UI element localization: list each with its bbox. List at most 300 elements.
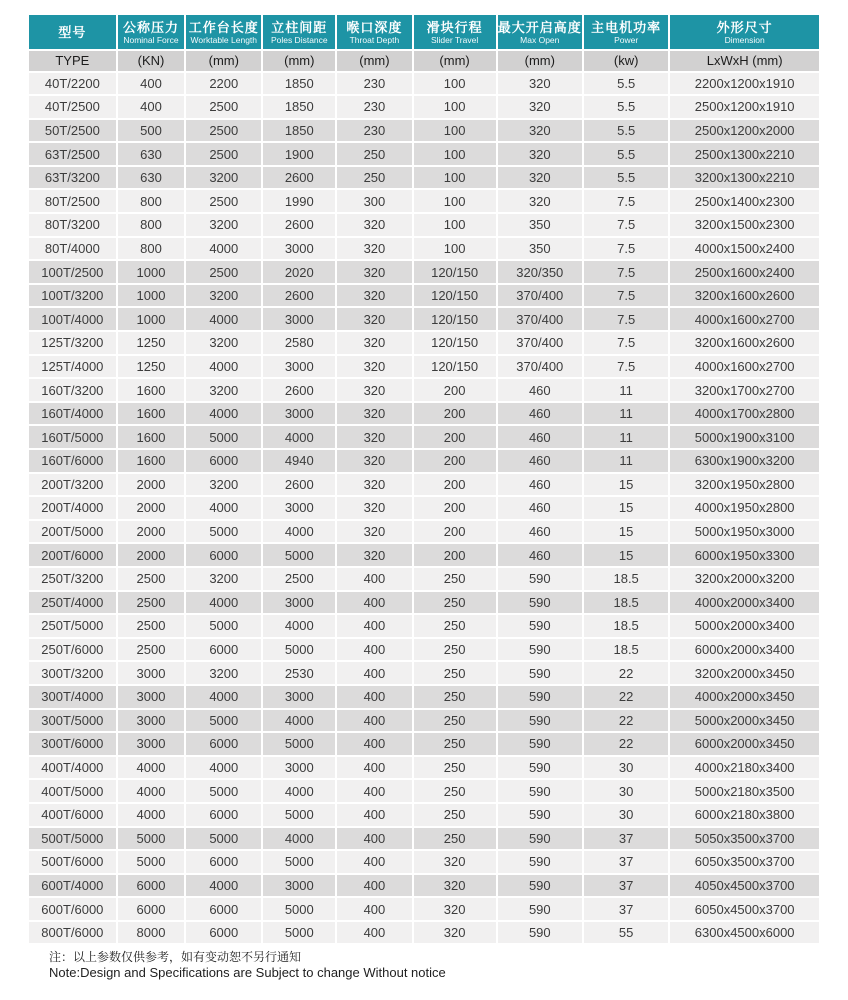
value-cell: 320 (414, 898, 496, 920)
table-row (29, 780, 819, 802)
header-main-row (29, 15, 819, 49)
value-cell: 320 (337, 450, 411, 472)
value-cell: 2500 (263, 568, 335, 590)
value-cell: 2500 (186, 143, 261, 165)
value-cell: 2500 (186, 261, 261, 283)
value-cell: 4000 (118, 757, 185, 779)
value-cell: 4940 (263, 450, 335, 472)
value-cell: 320 (414, 875, 496, 897)
value-cell: 3200 (186, 662, 261, 684)
value-cell: 37 (584, 851, 668, 873)
column-subheader-7: (kw) (584, 51, 668, 71)
value-cell: 15 (584, 544, 668, 566)
value-cell: 3000 (263, 308, 335, 330)
table-row (29, 804, 819, 826)
model-cell: 300T/6000 (29, 733, 116, 755)
value-cell: 2020 (263, 261, 335, 283)
column-header-zh: 主电机功率 (591, 19, 662, 35)
value-cell: 400 (337, 568, 411, 590)
value-cell: 2500 (186, 190, 261, 212)
value-cell: 200 (414, 497, 496, 519)
value-cell: 11 (584, 426, 668, 448)
value-cell: 6000x2180x3800 (670, 804, 819, 826)
value-cell: 460 (498, 379, 582, 401)
column-header-en: Power (614, 34, 639, 45)
value-cell: 15 (584, 497, 668, 519)
value-cell: 1850 (263, 96, 335, 118)
value-cell: 400 (118, 73, 185, 95)
model-cell: 100T/2500 (29, 261, 116, 283)
value-cell: 630 (118, 167, 185, 189)
value-cell: 2500x1400x2300 (670, 190, 819, 212)
column-subheader-1: (KN) (118, 51, 185, 71)
value-cell: 7.5 (584, 214, 668, 236)
model-cell: 40T/2200 (29, 73, 116, 95)
column-header-en: Slider Travel (430, 34, 479, 45)
value-cell: 4000 (186, 875, 261, 897)
table-row (29, 828, 819, 850)
value-cell: 250 (414, 733, 496, 755)
table-row (29, 261, 819, 283)
table-row (29, 544, 819, 566)
value-cell: 320 (337, 403, 411, 425)
value-cell: 590 (498, 780, 582, 802)
value-cell: 2500 (118, 639, 185, 661)
model-cell: 300T/4000 (29, 686, 116, 708)
table-row (29, 285, 819, 307)
value-cell: 320 (337, 497, 411, 519)
value-cell: 400 (337, 757, 411, 779)
value-cell: 3200 (186, 379, 261, 401)
value-cell: 200 (414, 521, 496, 543)
value-cell: 2000 (118, 544, 185, 566)
value-cell: 2600 (263, 167, 335, 189)
spec-table (27, 13, 821, 945)
value-cell: 250 (337, 143, 411, 165)
value-cell: 800 (118, 214, 185, 236)
value-cell: 4000 (118, 804, 185, 826)
model-cell: 160T/5000 (29, 426, 116, 448)
value-cell: 400 (337, 851, 411, 873)
value-cell: 3200 (186, 285, 261, 307)
model-cell: 200T/6000 (29, 544, 116, 566)
value-cell: 3000 (263, 686, 335, 708)
column-header-zh: 喉口深度 (346, 19, 403, 35)
value-cell: 3000 (118, 710, 185, 732)
table-row (29, 710, 819, 732)
value-cell: 400 (337, 733, 411, 755)
model-cell: 400T/6000 (29, 804, 116, 826)
value-cell: 320 (337, 214, 411, 236)
value-cell: 5.5 (584, 167, 668, 189)
value-cell: 1850 (263, 120, 335, 142)
value-cell: 100 (414, 238, 496, 260)
value-cell: 590 (498, 757, 582, 779)
value-cell: 350 (498, 214, 582, 236)
value-cell: 4000 (186, 757, 261, 779)
column-header-zh: 工作台长度 (188, 19, 259, 35)
value-cell: 590 (498, 804, 582, 826)
value-cell: 11 (584, 450, 668, 472)
value-cell: 5.5 (584, 143, 668, 165)
value-cell: 100 (414, 143, 496, 165)
value-cell: 200 (414, 403, 496, 425)
model-cell: 500T/5000 (29, 828, 116, 850)
column-header-4 (337, 15, 411, 49)
value-cell: 2500x1200x2000 (670, 120, 819, 142)
table-row (29, 851, 819, 873)
value-cell: 5000 (263, 851, 335, 873)
value-cell: 3200x1300x2210 (670, 167, 819, 189)
value-cell: 15 (584, 474, 668, 496)
value-cell: 320 (498, 96, 582, 118)
value-cell: 250 (414, 828, 496, 850)
table-row (29, 639, 819, 661)
value-cell: 5000 (263, 639, 335, 661)
model-cell: 80T/2500 (29, 190, 116, 212)
column-subheader-2: (mm) (186, 51, 261, 71)
value-cell: 1600 (118, 379, 185, 401)
value-cell: 320 (498, 167, 582, 189)
header-sub-row (29, 51, 819, 71)
model-cell: 250T/5000 (29, 615, 116, 637)
model-cell: 800T/6000 (29, 922, 116, 944)
value-cell: 400 (337, 686, 411, 708)
column-header-zh: 最大开启高度 (497, 19, 582, 35)
table-row (29, 474, 819, 496)
footnote-english: Note:Design and Specifications are Subject to change Without notice (49, 965, 446, 981)
table-row (29, 120, 819, 142)
column-header-0 (29, 15, 116, 49)
value-cell: 590 (498, 851, 582, 873)
value-cell: 15 (584, 521, 668, 543)
value-cell: 5000x1950x3000 (670, 521, 819, 543)
table-row (29, 356, 819, 378)
value-cell: 5.5 (584, 96, 668, 118)
value-cell: 100 (414, 190, 496, 212)
value-cell: 320 (498, 190, 582, 212)
value-cell: 3000 (263, 592, 335, 614)
value-cell: 250 (414, 686, 496, 708)
value-cell: 2000 (118, 497, 185, 519)
model-cell: 125T/3200 (29, 332, 116, 354)
model-cell: 200T/3200 (29, 474, 116, 496)
value-cell: 320 (337, 238, 411, 260)
value-cell: 3000 (118, 733, 185, 755)
value-cell: 320 (337, 285, 411, 307)
value-cell: 320 (414, 851, 496, 873)
value-cell: 400 (337, 710, 411, 732)
value-cell: 320/350 (498, 261, 582, 283)
model-cell: 160T/3200 (29, 379, 116, 401)
value-cell: 1990 (263, 190, 335, 212)
value-cell: 250 (414, 592, 496, 614)
value-cell: 5000 (118, 851, 185, 873)
column-header-1 (118, 15, 185, 49)
value-cell: 200 (414, 474, 496, 496)
value-cell: 1900 (263, 143, 335, 165)
table-row (29, 308, 819, 330)
value-cell: 3000 (263, 403, 335, 425)
value-cell: 4000 (186, 497, 261, 519)
model-cell: 160T/6000 (29, 450, 116, 472)
model-cell: 100T/3200 (29, 285, 116, 307)
table-row (29, 875, 819, 897)
value-cell: 4000x1600x2700 (670, 356, 819, 378)
value-cell: 4000x1700x2800 (670, 403, 819, 425)
column-header-5 (414, 15, 496, 49)
value-cell: 7.5 (584, 238, 668, 260)
value-cell: 370/400 (498, 356, 582, 378)
value-cell: 400 (337, 875, 411, 897)
value-cell: 4000 (118, 780, 185, 802)
value-cell: 370/400 (498, 308, 582, 330)
value-cell: 6000x2000x3450 (670, 733, 819, 755)
value-cell: 320 (337, 426, 411, 448)
model-cell: 250T/6000 (29, 639, 116, 661)
value-cell: 3200x2000x3450 (670, 662, 819, 684)
value-cell: 5050x3500x3700 (670, 828, 819, 850)
value-cell: 2580 (263, 332, 335, 354)
model-cell: 200T/4000 (29, 497, 116, 519)
value-cell: 400 (337, 662, 411, 684)
column-subheader-8: LxWxH (mm) (670, 51, 819, 71)
value-cell: 6300x4500x6000 (670, 922, 819, 944)
column-header-8 (670, 15, 819, 49)
value-cell: 4000x2000x3450 (670, 686, 819, 708)
value-cell: 5000 (186, 780, 261, 802)
table-row (29, 662, 819, 684)
value-cell: 7.5 (584, 356, 668, 378)
value-cell: 18.5 (584, 568, 668, 590)
column-header-en: Nominal Force (123, 34, 179, 45)
value-cell: 6000 (186, 544, 261, 566)
value-cell: 370/400 (498, 285, 582, 307)
value-cell: 2600 (263, 379, 335, 401)
value-cell: 4000x2180x3400 (670, 757, 819, 779)
value-cell: 6000 (186, 922, 261, 944)
value-cell: 250 (414, 639, 496, 661)
value-cell: 6000x2000x3400 (670, 639, 819, 661)
value-cell: 22 (584, 710, 668, 732)
value-cell: 4000 (263, 426, 335, 448)
value-cell: 2500x1600x2400 (670, 261, 819, 283)
table-header (29, 15, 819, 71)
table-row (29, 733, 819, 755)
value-cell: 2500 (118, 615, 185, 637)
model-cell: 250T/4000 (29, 592, 116, 614)
value-cell: 5000x2000x3400 (670, 615, 819, 637)
value-cell: 7.5 (584, 285, 668, 307)
value-cell: 4050x4500x3700 (670, 875, 819, 897)
value-cell: 2600 (263, 474, 335, 496)
column-header-en: Dimension (724, 34, 765, 45)
column-subheader-6: (mm) (498, 51, 582, 71)
value-cell: 6000 (118, 875, 185, 897)
table-row (29, 521, 819, 543)
value-cell: 400 (337, 639, 411, 661)
value-cell: 250 (414, 757, 496, 779)
value-cell: 5000 (263, 733, 335, 755)
value-cell: 2500x1300x2210 (670, 143, 819, 165)
value-cell: 3000 (263, 497, 335, 519)
value-cell: 320 (337, 474, 411, 496)
value-cell: 4000 (186, 592, 261, 614)
footnotes (49, 950, 821, 981)
value-cell: 3000 (263, 757, 335, 779)
value-cell: 2200x1200x1910 (670, 73, 819, 95)
value-cell: 6000 (186, 450, 261, 472)
column-header-zh: 外形尺寸 (716, 19, 773, 35)
value-cell: 1600 (118, 450, 185, 472)
value-cell: 460 (498, 521, 582, 543)
value-cell: 3200x1600x2600 (670, 332, 819, 354)
table-row (29, 96, 819, 118)
value-cell: 590 (498, 568, 582, 590)
value-cell: 18.5 (584, 615, 668, 637)
value-cell: 7.5 (584, 261, 668, 283)
value-cell: 5000 (263, 544, 335, 566)
value-cell: 100 (414, 73, 496, 95)
value-cell: 200 (414, 379, 496, 401)
value-cell: 320 (337, 332, 411, 354)
column-header-en: Max Open (520, 34, 560, 45)
value-cell: 2500 (186, 120, 261, 142)
value-cell: 100 (414, 214, 496, 236)
column-header-2 (186, 15, 261, 49)
table-row (29, 615, 819, 637)
value-cell: 400 (118, 96, 185, 118)
model-cell: 600T/6000 (29, 898, 116, 920)
value-cell: 8000 (118, 922, 185, 944)
value-cell: 4000 (263, 710, 335, 732)
value-cell: 590 (498, 639, 582, 661)
value-cell: 6000 (186, 851, 261, 873)
model-cell: 200T/5000 (29, 521, 116, 543)
value-cell: 230 (337, 73, 411, 95)
table-row (29, 214, 819, 236)
table-row (29, 757, 819, 779)
model-cell: 50T/2500 (29, 120, 116, 142)
value-cell: 120/150 (414, 332, 496, 354)
value-cell: 37 (584, 875, 668, 897)
value-cell: 590 (498, 828, 582, 850)
value-cell: 3200 (186, 167, 261, 189)
value-cell: 460 (498, 497, 582, 519)
column-header-zh: 滑块行程 (426, 19, 483, 35)
value-cell: 120/150 (414, 261, 496, 283)
value-cell: 4000 (186, 356, 261, 378)
value-cell: 400 (337, 592, 411, 614)
value-cell: 320 (498, 120, 582, 142)
value-cell: 5000 (186, 710, 261, 732)
value-cell: 6050x4500x3700 (670, 898, 819, 920)
table-row (29, 403, 819, 425)
value-cell: 5000 (118, 828, 185, 850)
value-cell: 4000x1950x2800 (670, 497, 819, 519)
table-row (29, 190, 819, 212)
value-cell: 2000 (118, 521, 185, 543)
value-cell: 3200 (186, 332, 261, 354)
column-subheader-5: (mm) (414, 51, 496, 71)
value-cell: 250 (414, 568, 496, 590)
value-cell: 460 (498, 403, 582, 425)
column-header-7 (584, 15, 668, 49)
table-row (29, 426, 819, 448)
value-cell: 3000 (263, 875, 335, 897)
value-cell: 590 (498, 875, 582, 897)
table-row (29, 497, 819, 519)
value-cell: 460 (498, 544, 582, 566)
value-cell: 5000 (263, 922, 335, 944)
value-cell: 590 (498, 662, 582, 684)
value-cell: 100 (414, 120, 496, 142)
model-cell: 160T/4000 (29, 403, 116, 425)
value-cell: 1250 (118, 332, 185, 354)
table-body (29, 73, 819, 944)
value-cell: 590 (498, 898, 582, 920)
model-cell: 500T/6000 (29, 851, 116, 873)
value-cell: 5000 (186, 615, 261, 637)
value-cell: 2600 (263, 214, 335, 236)
value-cell: 200 (414, 450, 496, 472)
value-cell: 1600 (118, 426, 185, 448)
value-cell: 320 (337, 544, 411, 566)
value-cell: 4000 (186, 686, 261, 708)
column-subheader-4: (mm) (337, 51, 411, 71)
value-cell: 55 (584, 922, 668, 944)
value-cell: 400 (337, 898, 411, 920)
value-cell: 30 (584, 780, 668, 802)
table-row (29, 379, 819, 401)
model-cell: 63T/2500 (29, 143, 116, 165)
value-cell: 3200x1600x2600 (670, 285, 819, 307)
value-cell: 320 (414, 922, 496, 944)
value-cell: 30 (584, 804, 668, 826)
value-cell: 5000 (186, 828, 261, 850)
value-cell: 2600 (263, 285, 335, 307)
value-cell: 5000x2180x3500 (670, 780, 819, 802)
value-cell: 2500 (118, 568, 185, 590)
value-cell: 350 (498, 238, 582, 260)
value-cell: 1000 (118, 285, 185, 307)
value-cell: 800 (118, 238, 185, 260)
value-cell: 500 (118, 120, 185, 142)
model-cell: 400T/4000 (29, 757, 116, 779)
model-cell: 40T/2500 (29, 96, 116, 118)
value-cell: 5000x1900x3100 (670, 426, 819, 448)
value-cell: 4000 (263, 521, 335, 543)
table-row (29, 167, 819, 189)
value-cell: 3000 (118, 686, 185, 708)
model-cell: 80T/3200 (29, 214, 116, 236)
value-cell: 5.5 (584, 120, 668, 142)
model-cell: 300T/5000 (29, 710, 116, 732)
value-cell: 4000 (186, 308, 261, 330)
column-header-en: Worktable Length (190, 34, 258, 45)
value-cell: 2500x1200x1910 (670, 96, 819, 118)
value-cell: 120/150 (414, 285, 496, 307)
value-cell: 18.5 (584, 639, 668, 661)
value-cell: 590 (498, 710, 582, 732)
value-cell: 2200 (186, 73, 261, 95)
table-row (29, 568, 819, 590)
column-subheader-0: TYPE (29, 51, 116, 71)
value-cell: 400 (337, 922, 411, 944)
value-cell: 3200x1950x2800 (670, 474, 819, 496)
model-cell: 63T/3200 (29, 167, 116, 189)
value-cell: 4000 (186, 238, 261, 260)
